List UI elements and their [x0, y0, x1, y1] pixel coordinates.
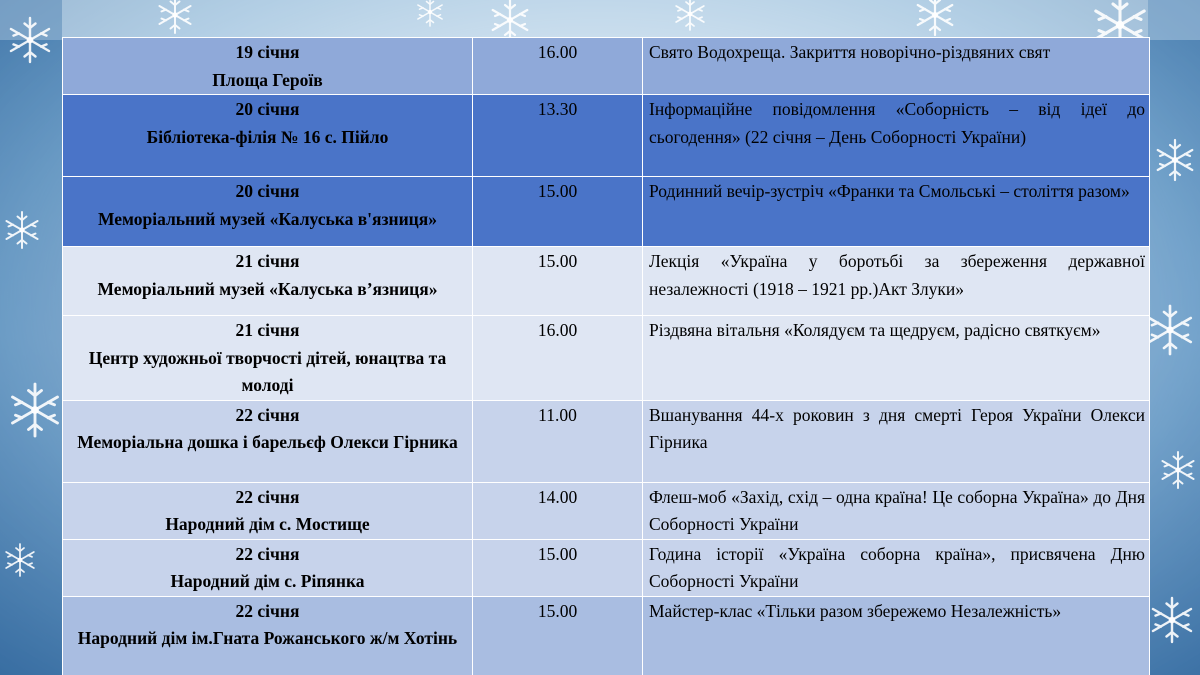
- event-place: Народний дім с. Мостище: [165, 514, 370, 534]
- event-cell: [643, 95, 1150, 177]
- event-date: 22 січня: [235, 543, 300, 564]
- event-date: 19 січня: [235, 42, 300, 62]
- event-place: Бібліотека-філія № 16 с. Пійло: [146, 126, 389, 147]
- event-cell: [643, 247, 1150, 316]
- event-cell: [643, 400, 1150, 482]
- event-description: Інформаційне повідомлення «Соборність – від ідеї до сьогодення» (22 січня – День Соборності України): [649, 99, 1145, 147]
- snowflake-icon: [1153, 598, 1191, 642]
- time-cell: [473, 482, 643, 539]
- time-cell: [473, 247, 643, 316]
- event-place: Меморіальний музей «Калуська в’язниця»: [97, 278, 438, 299]
- event-cell: [643, 596, 1150, 675]
- date-place-cell: [63, 38, 473, 95]
- event-cell: [643, 38, 1150, 95]
- event-time: 15.00: [537, 251, 578, 271]
- snowflake-icon: [6, 212, 37, 248]
- event-time: 14.00: [537, 486, 578, 507]
- event-description: Різдвяна вітальня «Колядуєм та щедруєм, радісно святкуєм»: [649, 320, 1101, 340]
- event-date: 21 січня: [235, 251, 300, 271]
- table-row: [63, 400, 1150, 482]
- snowflake-icon: [159, 0, 190, 33]
- time-cell: [473, 38, 643, 95]
- date-place-cell: [63, 596, 473, 675]
- table-row: [63, 539, 1150, 596]
- table-row: [63, 596, 1150, 675]
- table-row: [63, 38, 1150, 95]
- snowflake-icon: [1162, 452, 1193, 488]
- event-place: Центр художньої творчості дітей, юнацтва та молоді: [88, 347, 447, 395]
- snowflake-icon: [13, 384, 58, 436]
- snowflake-icon: [918, 0, 953, 35]
- event-date: 20 січня: [235, 99, 300, 119]
- event-description: Вшанування 44-х роковин з дня смерті Героя України Олекси Гірника: [649, 404, 1145, 452]
- event-place: Народний дім ім.Гната Рожанського ж/м Хотінь: [77, 628, 458, 648]
- snowflake-icon: [6, 544, 34, 576]
- date-place-cell: [63, 482, 473, 539]
- event-date: 21 січня: [235, 320, 300, 340]
- snowflake-icon: [1149, 306, 1191, 354]
- time-cell: [473, 539, 643, 596]
- date-place-cell: [63, 316, 473, 401]
- time-cell: [473, 316, 643, 401]
- snowflake-icon: [676, 0, 704, 30]
- date-place-cell: [63, 400, 473, 482]
- event-time: 16.00: [537, 320, 578, 340]
- time-cell: [473, 177, 643, 247]
- time-cell: [473, 400, 643, 482]
- event-description: Майстер-клас «Тільки разом збережемо Незалежність»: [649, 600, 1062, 621]
- event-time: 16.00: [537, 42, 578, 62]
- snowflake-icon: [11, 18, 49, 62]
- event-place: Меморіальна дошка і барельєф Олекси Гірника: [77, 432, 458, 452]
- event-description: Свято Водохреща. Закриття новорічно-різдвяних свят: [649, 42, 1051, 62]
- event-time: 13.30: [537, 99, 578, 119]
- event-place: Площа Героїв: [212, 69, 323, 90]
- date-place-cell: [63, 177, 473, 247]
- snowflake-icon: [493, 0, 528, 40]
- event-cell: [643, 539, 1150, 596]
- event-description: Лекція «Україна у боротьбі за збереження державної незалежності (1918 – 1921 рр.)Акт Злуки»: [649, 251, 1145, 299]
- event-cell: [643, 177, 1150, 247]
- snowflake-icon: [418, 0, 442, 26]
- table-row: [63, 316, 1150, 401]
- table-row: [63, 177, 1150, 247]
- date-place-cell: [63, 539, 473, 596]
- event-date: 22 січня: [235, 404, 300, 425]
- snowflake-icon: [1158, 140, 1193, 180]
- table-row: [63, 95, 1150, 177]
- event-cell: [643, 482, 1150, 539]
- time-cell: [473, 596, 643, 675]
- events-schedule-table: [62, 37, 1150, 675]
- event-time: 15.00: [537, 543, 578, 564]
- table-row: [63, 247, 1150, 316]
- event-place: Народний дім с. Ріпянка: [170, 571, 365, 591]
- date-place-cell: [63, 95, 473, 177]
- date-place-cell: [63, 247, 473, 316]
- event-description: Флеш-моб «Захід, схід – одна країна! Це соборна Україна» до Дня Соборності України: [649, 486, 1145, 534]
- event-time: 15.00: [537, 600, 578, 621]
- event-time: 15.00: [537, 181, 578, 201]
- event-date: 20 січня: [235, 181, 300, 201]
- time-cell: [473, 95, 643, 177]
- table-row: [63, 482, 1150, 539]
- event-date: 22 січня: [235, 600, 300, 621]
- event-cell: [643, 316, 1150, 401]
- event-description: Година історії «Україна соборна країна», присвячена Дню Соборності України: [649, 543, 1145, 591]
- event-date: 22 січня: [235, 486, 300, 507]
- event-place: Меморіальний музей «Калуська в'язниця»: [97, 208, 437, 229]
- event-time: 11.00: [538, 404, 577, 425]
- event-description: Родинний вечір-зустріч «Франки та Смольські – століття разом»: [649, 181, 1130, 201]
